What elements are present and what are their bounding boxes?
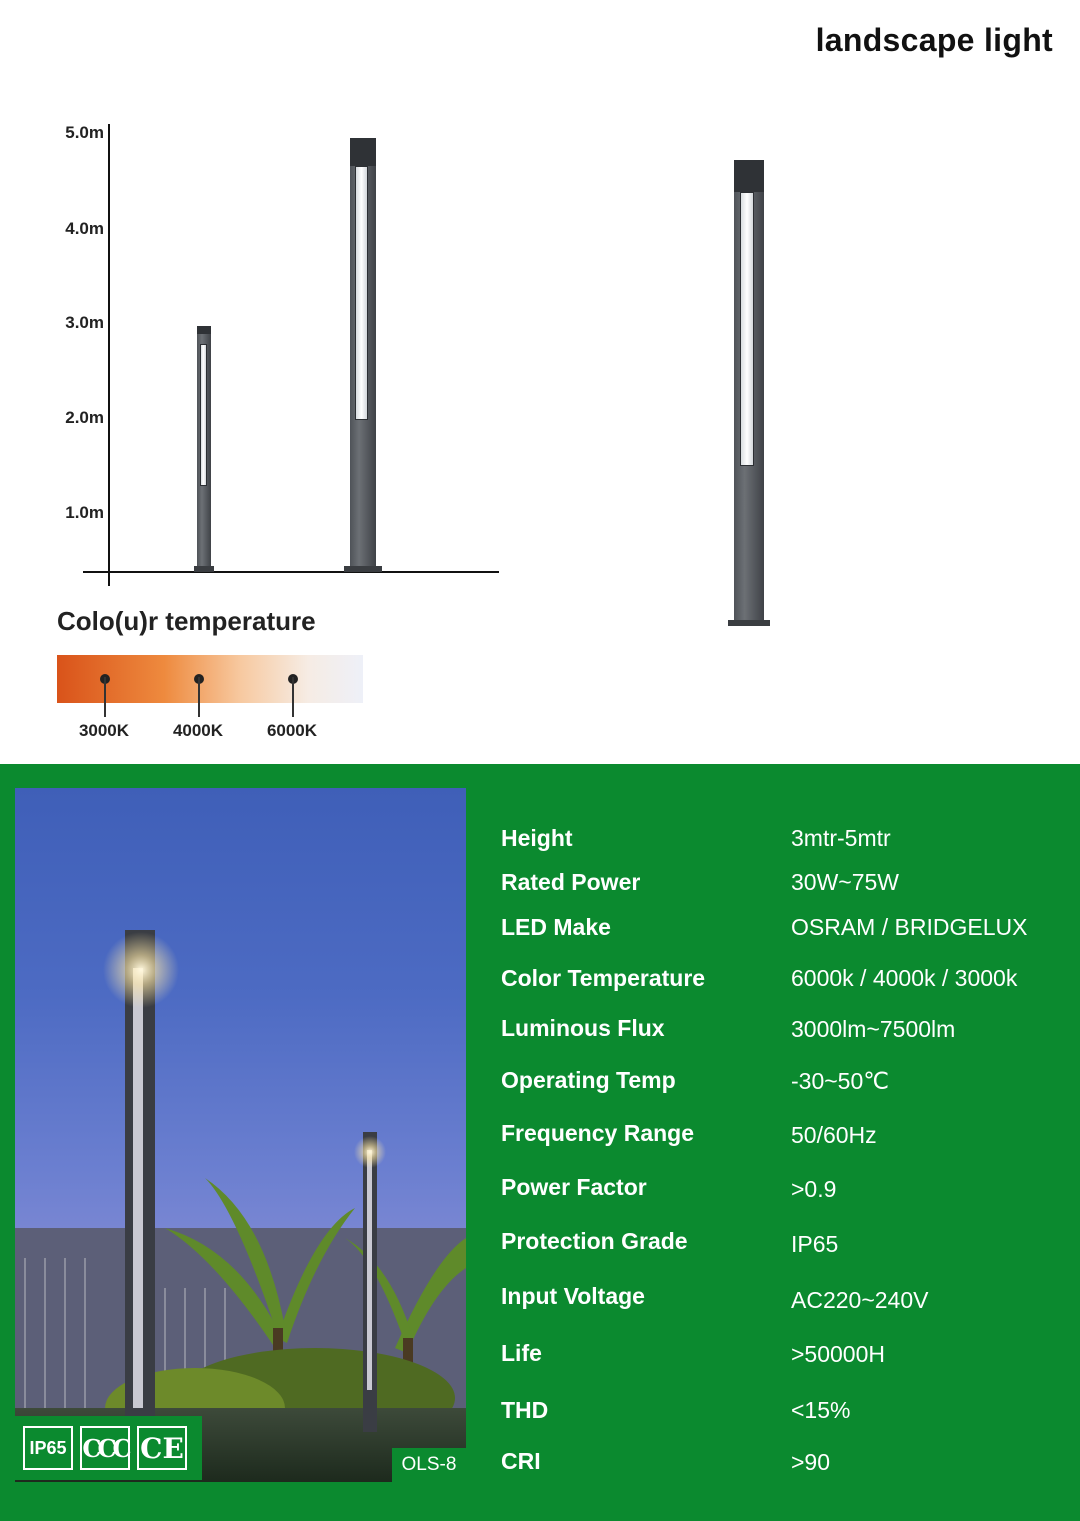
marker-line-6000k <box>292 677 294 717</box>
model-number: OLS-8 <box>392 1448 466 1482</box>
ce-badge: CE <box>137 1426 187 1470</box>
spec-value-operating-temp: -30~50℃ <box>791 1068 890 1094</box>
spec-label-protection-grade: Protection Grade <box>501 1228 688 1254</box>
spec-label-cri: CRI <box>501 1448 541 1474</box>
certification-badges <box>15 1416 202 1480</box>
spec-label-life: Life <box>501 1340 542 1366</box>
pole-product-illustration <box>734 160 764 626</box>
ip65-badge: IP65 <box>23 1426 73 1470</box>
spec-label-rated-power: Rated Power <box>501 869 641 895</box>
spec-label-input-voltage: Input Voltage <box>501 1283 645 1309</box>
spec-value-thd: <15% <box>791 1397 851 1423</box>
product-photo <box>15 788 466 1482</box>
ccc-badge: CCC <box>80 1426 130 1470</box>
height-label-1m: 1.0m <box>65 503 104 522</box>
spec-value-power-factor: >0.9 <box>791 1176 837 1202</box>
height-label-3m: 3.0m <box>65 313 104 332</box>
height-label-5m: 5.0m <box>65 123 104 142</box>
spec-value-rated-power: 30W~75W <box>791 869 900 895</box>
spec-label-luminous-flux: Luminous Flux <box>501 1015 665 1041</box>
ct-label-6000k: 6000K <box>266 721 318 740</box>
spec-label-frequency-range: Frequency Range <box>501 1120 694 1146</box>
ct-label-3000k: 3000K <box>78 721 130 740</box>
spec-value-color-temperature: 6000k / 4000k / 3000k <box>791 965 1018 991</box>
marker-line-3000k <box>104 677 106 717</box>
height-label-4m: 4.0m <box>65 219 104 238</box>
spec-value-led-make: OSRAM / BRIDGELUX <box>791 914 1028 940</box>
spec-value-input-voltage: AC220~240V <box>791 1287 929 1313</box>
night-scene-illustration <box>15 788 466 1482</box>
spec-label-thd: THD <box>501 1397 549 1423</box>
height-label-2m: 2.0m <box>65 408 104 427</box>
pole-5m-illustration <box>350 138 376 572</box>
spec-value-protection-grade: IP65 <box>791 1231 839 1257</box>
spec-label-operating-temp: Operating Temp <box>501 1067 676 1093</box>
spec-value-frequency-range: 50/60Hz <box>791 1122 877 1148</box>
spec-label-color-temperature: Color Temperature <box>501 965 706 991</box>
ct-label-4000k: 4000K <box>172 721 224 740</box>
page-title: landscape light <box>815 22 1053 58</box>
spec-value-life: >50000H <box>791 1341 885 1367</box>
spec-label-height: Height <box>501 825 573 851</box>
spec-value-cri: >90 <box>791 1449 831 1475</box>
spec-value-height: 3mtr-5mtr <box>791 825 891 851</box>
pole-3m-illustration <box>197 326 211 572</box>
marker-line-4000k <box>198 677 200 717</box>
height-axis <box>108 124 110 586</box>
spec-label-power-factor: Power Factor <box>501 1174 647 1200</box>
ground-line <box>83 571 499 573</box>
spec-label-led-make: LED Make <box>501 914 611 940</box>
spec-value-luminous-flux: 3000lm~7500lm <box>791 1016 956 1042</box>
color-temperature-title: Colo(u)r temperature <box>57 606 316 636</box>
